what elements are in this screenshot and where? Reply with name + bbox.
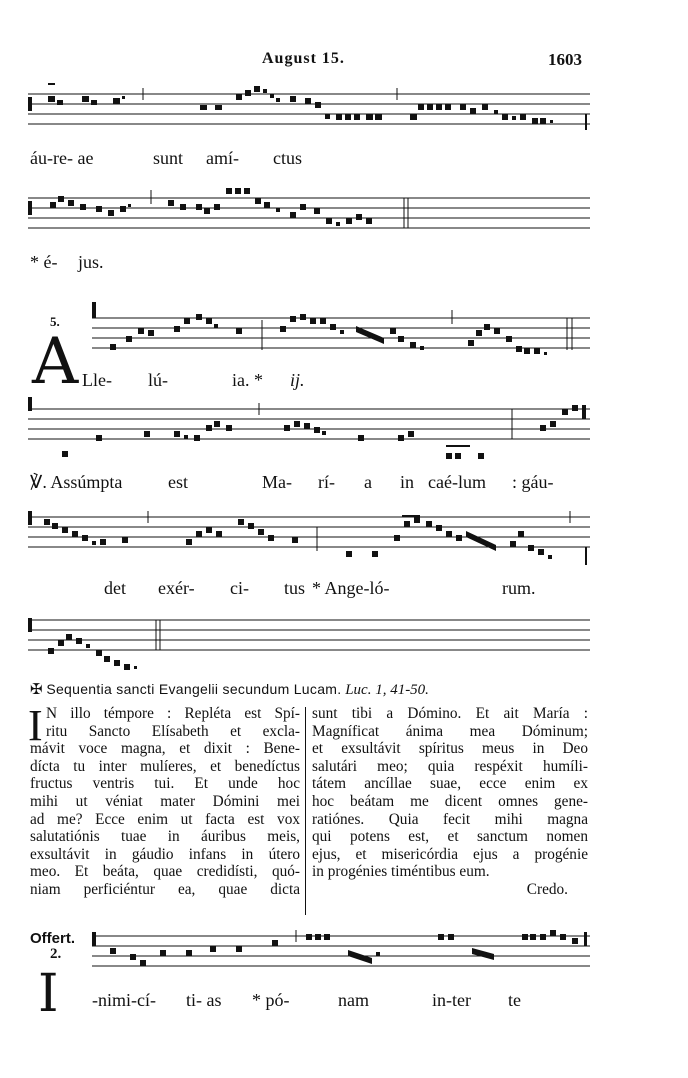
- staff-3-lyric: ia. *: [232, 370, 263, 390]
- offertory-lyric: in-ter: [432, 990, 471, 1010]
- offertory-label: Offert.: [30, 930, 75, 947]
- staff-3: [0, 290, 688, 380]
- staff-2-lyric: * é-: [30, 252, 58, 272]
- offertory-lyric: * pó-: [252, 990, 290, 1010]
- gospel-line: N illo témpore : Repléta est Spí-: [46, 705, 300, 722]
- staff-2-lyric: jus.: [78, 252, 104, 272]
- gospel-line: fructus ventris tui. Et unde hoc: [30, 775, 300, 793]
- gospel-line: niam perficiéntur ea, quae dicta: [30, 880, 300, 898]
- gospel-line: tátem ancíllae suae, ecce enim ex: [312, 775, 588, 793]
- gospel-heading: [30, 680, 429, 699]
- gospel-line: ratiónes. Quia fecit mihi magna: [312, 810, 588, 828]
- staff-5-lyric: * Ange-ló-: [312, 578, 390, 598]
- offertory-lyric: -nimi-cí-: [92, 990, 156, 1010]
- staff-5-lyric: rum.: [502, 578, 536, 598]
- staff-6: [0, 610, 688, 674]
- gospel-line: mávit voce magna, et dixit : Bene-: [30, 740, 300, 758]
- staff-5-lyric: det: [104, 578, 126, 598]
- gospel-initial: I: [28, 701, 43, 750]
- staff-4-lyric: a: [364, 472, 372, 492]
- staff-1-lyric: ctus: [273, 148, 302, 168]
- staff-4-lyric: : gáu-: [512, 472, 554, 492]
- staff-5-lyric: exér-: [158, 578, 195, 598]
- gospel-line: ritu Sancto Elísabeth et excla-: [46, 722, 300, 740]
- cross-icon: ✠: [30, 682, 43, 698]
- gospel-line: hoc beátam me dicent omnes gene-: [312, 792, 588, 810]
- initial-letter: A: [32, 325, 79, 399]
- staff-1: [0, 70, 688, 140]
- gospel-line: meo. Et beáta, quae credidísti, quó-: [30, 863, 300, 881]
- gospel-reference: Luc. 1, 41-50.: [345, 682, 429, 698]
- staff-1-lyric: amí-: [206, 148, 239, 168]
- staff-3-lyric: ij.: [290, 370, 305, 390]
- offertory-lyric: te: [508, 990, 521, 1010]
- gospel-line: qui potens est, et sanctum nomen: [312, 828, 588, 846]
- offertory-lyric: nam: [338, 990, 369, 1010]
- staff-1-lyric: áu-re- ae: [30, 148, 94, 168]
- staff-4-lyric: in: [400, 472, 415, 492]
- gospel-line: ejus, et misericórdia ejus a progénie: [312, 845, 588, 863]
- offertory-number: 2.: [50, 946, 62, 962]
- gospel-column-right: [312, 705, 588, 899]
- chant-number: 5.: [50, 314, 60, 329]
- offertory-initial: I: [38, 964, 59, 1024]
- staff-3-lyric: Lle-: [82, 370, 112, 390]
- staff-4-lyric: est: [168, 472, 188, 492]
- column-divider: [305, 707, 306, 915]
- gospel-line: exsultávit in gáudio infans in útero: [30, 845, 300, 863]
- gospel-line: Magníficat ánima mea Dóminum;: [312, 722, 588, 740]
- staff-4-lyric: ℣. Assúmpta: [30, 472, 123, 492]
- staff-5-lyric: ci-: [230, 578, 249, 598]
- gospel-column-left: [28, 701, 300, 899]
- gospel-line: et exsultávit spíritus meus in Deo: [312, 740, 588, 758]
- staff-1-lyric: sunt: [153, 148, 184, 168]
- staff-2: [0, 178, 688, 248]
- gospel-line: sunt tibi a Dómino. Et ait María :: [312, 705, 588, 722]
- staff-4: [0, 395, 688, 475]
- gospel-line: salutári meo; quia respéxit humíli-: [312, 757, 588, 775]
- gospel-line: ad me? Ecce enim ut facta est vox: [30, 810, 300, 828]
- gospel-closing: Credo.: [526, 880, 568, 898]
- gospel-title: Sequentia sancti Evangelii secundum Lucam.: [46, 681, 342, 697]
- staff-4-lyric: Ma-: [262, 472, 292, 492]
- staff-5-lyric: tus: [284, 578, 306, 598]
- staff-3-lyric: lú-: [148, 370, 168, 390]
- running-header-date: August 15.: [262, 50, 345, 67]
- gospel-line: in progénies timéntibus eum.: [312, 863, 490, 881]
- staff-4-lyric: caé-lum: [428, 472, 486, 492]
- offertory-lyric: ti- as: [186, 990, 222, 1010]
- page-number: 1603: [548, 50, 582, 69]
- staff-offertory: [0, 924, 688, 984]
- gospel-line: mihi ut véniat mater Dómini mei: [30, 792, 300, 810]
- staff-5: [0, 505, 688, 575]
- staff-4-lyric: rí-: [318, 472, 335, 492]
- gospel-line: salutatiónis tuae in áuribus meis,: [30, 828, 300, 846]
- gospel-line: dícta tu inter mulíeres, et benedíctus: [30, 757, 300, 775]
